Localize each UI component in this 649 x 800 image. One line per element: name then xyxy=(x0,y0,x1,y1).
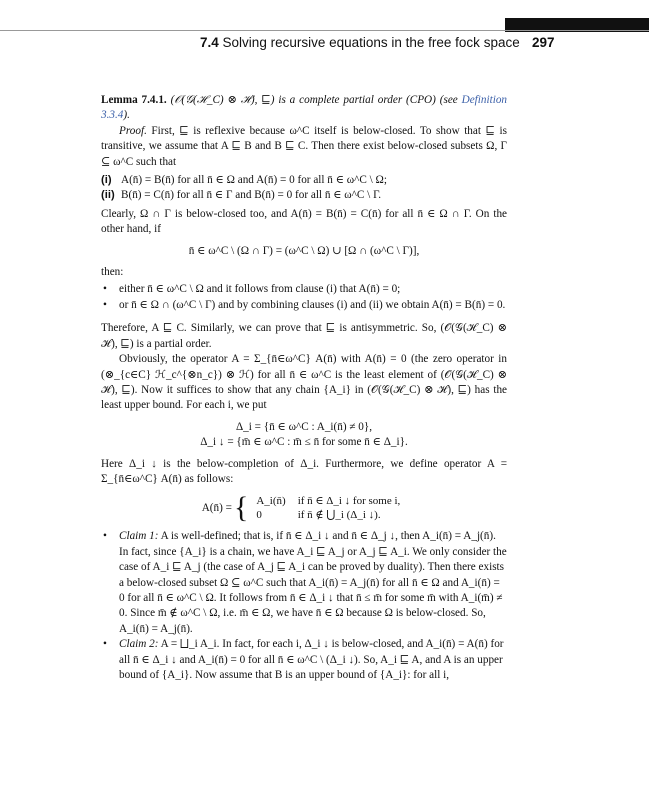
proof-paragraph-1 xyxy=(101,124,507,170)
claim-1-text: A is well-defined; that is, if n̄ ∈ Δ_i ↓ and n̄ ∈ Δ_j ↓, then A_i(n̄) = A_j(n̄). In fact, since {A_i} is a chain, we have A_i ⊑ A_j or A_j ⊑ A_i. We only consider the case of A_i ⊑ A_j (the case of A_j ⊑ A_i can be proved by duality). Then there exists a below-closed subset Ω ⊆ ω^C such that A_i(n̄) = A_j(n̄) for all n̄ ∈ Ω and A_i(n̄) = 0 for all n̄ ∈ ω^C \ Ω. It follows from n̄ ∈ Δ_i ↓ that n̄ ≤ m̄ for some m̄ with A_i(m̄) ≠ 0. Since m̄ ∉ ω^C \ Ω, i.e. m̄ ∈ Ω, we have n̄ ∈ Ω because Ω is below-closed. So, A_i(n̄) = A_j(n̄). xyxy=(119,530,507,635)
section-number: 7.4 xyxy=(200,35,219,50)
proof-paragraph-5: Here Δ_i ↓ is the below-completion of Δ_i. Furthermore, we define operator A = Σ_{n̄∈ω^C} A(n̄) as follows: xyxy=(101,457,507,485)
section-title: Solving recursive equations in the free fock space xyxy=(222,35,520,50)
clause-ii-label: (ii) xyxy=(101,189,115,202)
case-value: 0 xyxy=(256,509,262,522)
running-header xyxy=(0,35,649,55)
proof-paragraph-3: Therefore, A ⊑ C. Similarly, we can prove that ⊑ is antisymmetric. So, (𝒪(𝒢(ℋ_C) ⊗ ℋ), ⊑) is a partial order. xyxy=(101,322,507,350)
section-heading xyxy=(200,35,520,50)
claim-1-label: Claim 1: xyxy=(119,530,159,543)
header-rule xyxy=(0,30,649,31)
bullet-item-2: • or n̄ ∈ Ω ∩ (ω^C \ Γ) and by combining clauses (i) and (ii) we obtain A(n̄) = B(n̄) = 0. xyxy=(101,298,507,313)
delta-below-completion: Δ_i ↓ = {m̄ ∈ ω^C : m̄ ≤ n̄ for some n̄ ∈ Δ_i}. xyxy=(200,436,408,449)
case-row xyxy=(250,508,406,522)
cases-equation xyxy=(101,493,507,523)
clause-ii-text: B(n̄) = C(n̄) for all n̄ ∈ Γ and B(n̄) = 0 for all n̄ ∈ ω^C \ Γ. xyxy=(121,189,382,202)
claim-1 xyxy=(101,529,507,637)
bullet-list-1 xyxy=(101,282,507,313)
case-value: A_i(n̄) xyxy=(256,495,286,508)
lemma-statement xyxy=(101,93,507,124)
cases-lhs: A(n̄) = xyxy=(201,501,232,514)
definition-link[interactable]: Definition 3.3.4 xyxy=(101,94,508,122)
case-condition: if n̄ ∉ ⋃_i (Δ_i ↓). xyxy=(297,509,381,522)
bullet-item-1: • either n̄ ∈ ω^C \ Ω and it follows from clause (i) that A(n̄) = 0; xyxy=(101,282,507,297)
proof-text-1: First, ⊑ is reflexive because ω^C itself is below-closed. To show that ⊑ is transitive, we assume that A ⊑ B and B ⊑ C. Then there exist below-closed subsets Ω, Γ ⊆ ω^C such that xyxy=(101,124,507,168)
lemma-text-end: ). xyxy=(123,109,130,122)
claim-2-text: A = ⨆_i A_i. In fact, for each i, Δ_i ↓ is below-closed, and A_i(n̄) = A(n̄) for all n̄ ∈ Δ_i ↓ and A_i(n̄) = 0 for all n̄ ∈ ω^C \ (Δ_i ↓). So, A_i ⊑ A, and A is an upper bound of {A_i}. Now assume that B is an upper bound of {A_i}: for all i, xyxy=(119,638,504,681)
page-number: 297 xyxy=(532,35,555,50)
left-brace: { xyxy=(233,491,249,525)
clause-i xyxy=(101,173,507,188)
clause-list xyxy=(101,173,507,204)
then-text: then: xyxy=(101,266,124,279)
display-equation-2 xyxy=(101,420,507,451)
proof-paragraph-2: Clearly, Ω ∩ Γ is below-closed too, and A(n̄) = B(n̄) = C(n̄) for all n̄ ∈ Ω ∩ Γ. On the other hand, if xyxy=(101,207,507,236)
display-equation-1: n̄ ∈ ω^C \ (Ω ∩ Γ) = (ω^C \ Ω) ∪ [Ω ∩ (ω^C \ Γ)], xyxy=(188,244,420,257)
claims-list xyxy=(101,529,507,683)
clause-i-label: (i) xyxy=(101,174,112,187)
clause-ii xyxy=(101,188,507,203)
lemma-text: (𝒪(𝒢(ℋ_C) ⊗ ℋ), ⊑) is a complete partial order (CPO) (see xyxy=(170,94,458,106)
lemma-label: Lemma 7.4.1. xyxy=(101,94,167,106)
delta-definition: Δ_i = {n̄ ∈ ω^C : A_i(n̄) ≠ 0}, xyxy=(235,420,373,433)
case-row xyxy=(250,494,406,508)
case-condition: if n̄ ∈ Δ_i ↓ for some i, xyxy=(297,495,401,508)
claim-2-label: Claim 2: xyxy=(119,638,159,651)
clause-i-text: A(n̄) = B(n̄) for all n̄ ∈ Ω and A(n̄) = 0 for all n̄ ∈ ω^C \ Ω; xyxy=(121,174,387,187)
cases-table xyxy=(250,494,406,522)
proof-paragraph-4: Obviously, the operator A = Σ_{n̄∈ω^C} A(n̄) with A(n̄) = 0 (the zero operator in (⊗_{c∈C} ℋ_c^{⊗n_c}) ⊗ ℋ) for all n̄ ∈ ω^C is the least element of (𝒪(𝒢(ℋ_C) ⊗ ℋ), ⊑). Now it suffices to show that any chain {A_i} in (𝒪(𝒢(ℋ_C) ⊗ ℋ), ⊑) has the least upper bound. For each i, we put xyxy=(101,353,507,412)
claim-2 xyxy=(101,637,507,683)
page-body xyxy=(101,93,507,685)
proof-label: Proof. xyxy=(119,124,147,137)
